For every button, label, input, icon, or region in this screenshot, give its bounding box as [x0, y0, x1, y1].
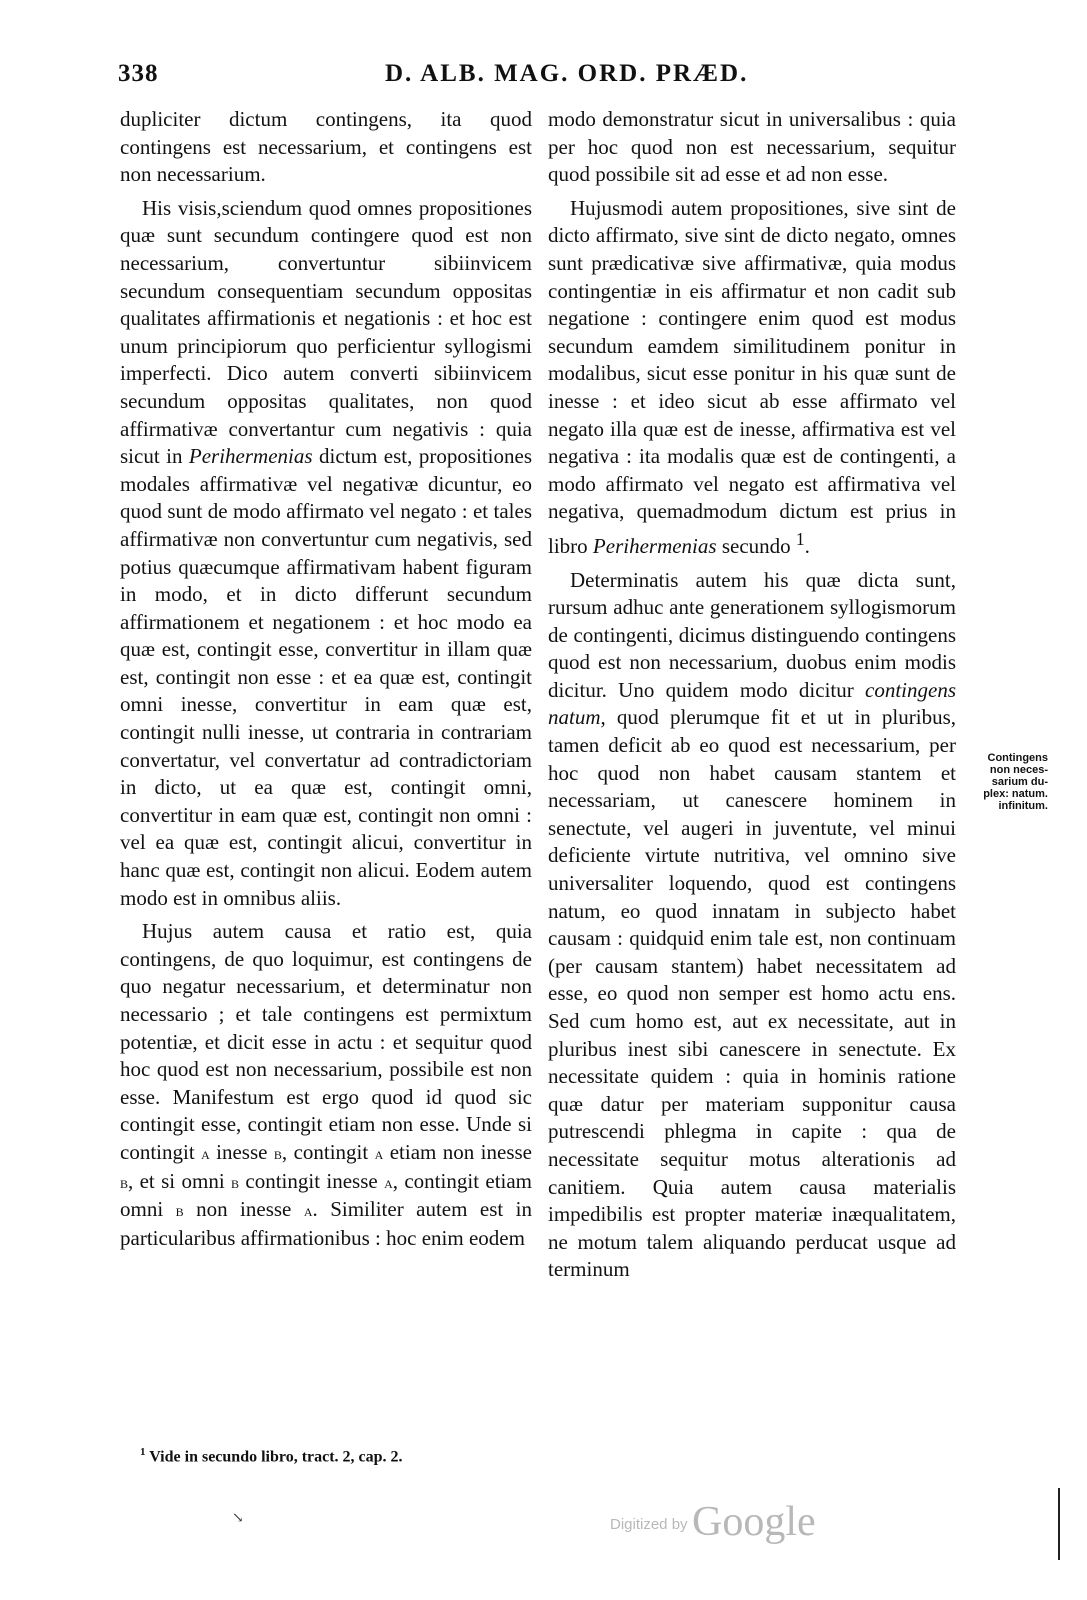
- letter-b: b: [175, 1200, 184, 1221]
- letter-b: b: [120, 1171, 129, 1192]
- margin-note-line: Contingens: [987, 752, 1048, 764]
- letter-a: a: [303, 1200, 313, 1221]
- paragraph: modo demonstratur sicut in universalibus : quia per hoc quod non est necessarium, sequitur quod possibile sit ad esse et ad non esse.: [548, 107, 956, 187]
- stray-mark: ↘: [232, 1511, 244, 1526]
- margin-note-line: non neces-: [989, 764, 1048, 776]
- running-head: D. ALB. MAG. ORD. PRÆD.: [385, 60, 749, 87]
- footnote-reference[interactable]: 1: [795, 528, 805, 549]
- google-logo: Google: [692, 1499, 816, 1545]
- letter-b: b: [231, 1171, 240, 1192]
- italic-term: contingens natum: [548, 677, 957, 730]
- watermark-prefix: Digitized by: [610, 1516, 688, 1533]
- text-run: etiam non inesse: [389, 1139, 532, 1164]
- digitized-watermark: [610, 1498, 816, 1546]
- letter-b: b: [273, 1142, 282, 1163]
- paragraph: dupliciter dictum contingens, ita quod contingens est necessarium, et contingens est non necessarium.: [120, 107, 532, 187]
- paragraph: Hujusmodi autem propositiones, sive sint de dicto affirmato, sive sint de dicto negato, omnes sunt prædicativæ sive affirmativæ, quia modus contingentiæ in eis affirmatur et non cadit sub negatione : contingere enim quod est modus secundum eamdem similitudinem ponitur in modalibus, sicut esse ponitur in his quæ sunt de inesse : et ideo sicut ab esse affirmato vel negato illa quæ est de inesse, affirmativa est vel negativa : ita modalis quæ est de contingenti, a modo affirmato vel negato est affirmativa vel negativa, quemadmodum dictum est prius in libro Perihermenias secundo $^1$.: [548, 195, 956, 558]
- text-run: , quod plerumque fit et ut in pluribus, tamen deficit ab eo quod est necessarium, per hoc quod non habet causam stantem et necessariam, ut canescere hominem in senectute, vel augeri in juventute, vel minui deficiente virtute nutritiva, vel omnino sive universaliter loquendo, quod est contingens natum, eo quod innatam in subjecto habet causam : quidquid enim tale est, non continuam (per causam stantem) habet necessitatem ad esse, eo quod non semper est homo actu ens. Sed cum homo est, aut ex necessitate, aut in pluribus inest sibi canescere in senectute. Ex necessitate quidem : quia in hominis ratione quæ datur per materiam supponitur causa putrescendi phlegma in capite : qua de necessitate sequitur motus alterationis ad canitiem. Quia autem causa materialis impedibilis est propter materiæ inæqualitatem, ne motum talem aliquando perducat usque ad terminum: [548, 705, 956, 1282]
- letter-a: a: [201, 1142, 210, 1163]
- text-run: non inesse: [196, 1197, 292, 1222]
- text-run: . Similiter autem est in particularibus affirmationibus : hoc enim eodem: [120, 1197, 533, 1250]
- page-number: 338: [118, 60, 159, 87]
- margin-note-line: infinitum.: [998, 800, 1048, 812]
- footnote-marker: 1: [140, 1446, 146, 1458]
- margin-note-line: sarium du-: [991, 776, 1048, 788]
- scan-edge-line: [1058, 1488, 1060, 1560]
- footnote-text: Vide in secundo libro, tract. 2, cap. 2.: [149, 1448, 403, 1466]
- letter-a: a: [384, 1171, 393, 1192]
- left-column: [120, 106, 532, 1252]
- italic-title: Perihermenias: [188, 444, 313, 469]
- text-run: , et si omni: [128, 1168, 225, 1193]
- text-run: Hujusmodi autem propositiones, sive sint de dicto affirmato, sive sint de dicto negato, omnes sunt prædicativæ sive affirmativæ, quia modus contingentiæ in eis affirmatur et non cadit sub negatione : contingere enim quod est modus secundum eamdem similitudinem ponitur in modalibus, sicut esse ponitur in his quæ sunt de inesse : et ideo sicut ab esse affirmato vel negato illa quæ est de inesse, affirmativa est vel negativa : ita modalis quæ est de contingenti, a modo affirmato vel negato est affirmativa vel negativa, quemadmodum dictum est prius in libro: [548, 195, 956, 558]
- paragraph: [120, 918, 532, 1252]
- text-run: , contingit etiam omni: [120, 1168, 533, 1222]
- paragraph: [548, 567, 956, 1284]
- margin-note: [962, 752, 1048, 812]
- text-run: His visis,sciendum quod omnes propositiones quæ sunt secundum contingere quod est non necessarium, convertuntur sibiinvicem secundum consequentiam secundum oppositas qualitates affirmationis et negationis : et hoc est unum principiorum quo perficientur syllogismi imperfecti. Dico autem converti sibiinvicem secundum oppositas qualitates, non quod affirmativæ convertantur cum negativis : quia sicut in: [120, 195, 532, 469]
- italic-title: Perihermenias: [592, 533, 717, 558]
- text-run: inesse: [216, 1139, 268, 1164]
- text-run: Hujus autem causa et ratio est, quia contingens, de quo loquimur, est contingens de quo negatur necessarium, et determinatur non necessario ; et tale contingens est permixtum potentiæ, et dicit esse in actu : et sequitur quod hoc quod est non necessarium, possibile est non esse. Manifestum est ergo quod id quod sic contingit esse, contingit etiam non esse. Unde si contingit: [120, 919, 532, 1164]
- text-run: dictum est, propositiones modales affirmativæ vel negativæ dicuntur, eo quod sunt de modo affirmato vel negato : et tales affirmativæ non convertuntur cum negativis, sed potius quæcumque affirmativam habent figuram in modo, et in dicto differunt secundum affirmationem et negationem : et hoc modo ea quæ est, contingit esse, convertitur in illam quæ est, contingit non esse : et ea quæ est, contingit omni inesse, convertitur in eam quæ est, contingit nulli inesse, ut contraria in contrariam convertatur, vel convertatur ad contradictoriam in dicto, ut ea quæ est, contingit omni, convertitur in eam quæ est, contingit non omni : vel ea quæ est, contingit alicui, convertitur in hanc quæ est, contingit non alicui. Eodem autem modo est in omnibus aliis.: [120, 444, 532, 910]
- letter-a: a: [374, 1142, 384, 1163]
- footnote: [140, 1446, 403, 1466]
- text-run: secundo: [721, 533, 791, 558]
- paragraph: [120, 195, 532, 912]
- text-run: , contingit: [281, 1139, 369, 1164]
- margin-note-line: plex: natum.: [983, 788, 1048, 800]
- text-run: Determinatis autem his quæ dicta sunt, rursum adhuc ante generationem syllogismorum de contingenti, dicimus distinguendo contingens quod est non necessarium, duobus enim modis dicitur. Uno quidem modo dicitur: [548, 567, 956, 702]
- text-run: contingit inesse: [245, 1168, 378, 1193]
- right-column: [548, 106, 956, 1284]
